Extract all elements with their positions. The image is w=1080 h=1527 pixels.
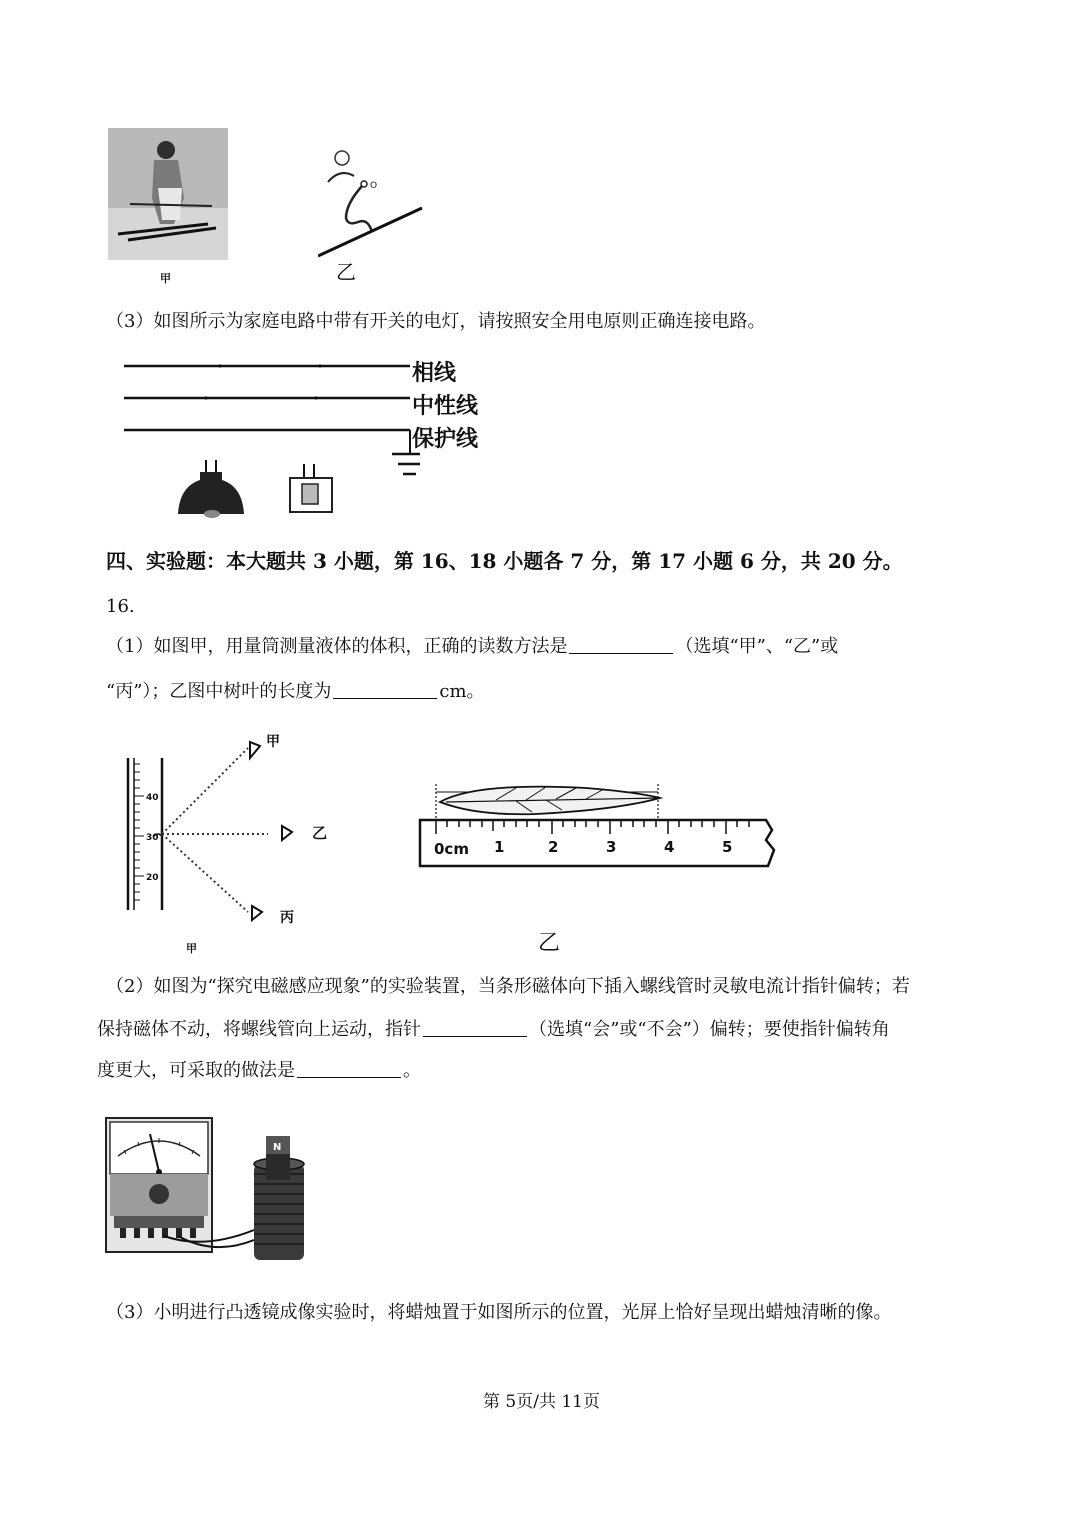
graduated-cylinder-figure: [120, 728, 340, 928]
cylinder-tick-40: 40: [146, 793, 159, 803]
cylinder-caption: 甲: [186, 942, 197, 955]
view-b-label: 乙: [312, 824, 328, 842]
cylinder-tick-20: 20: [146, 873, 159, 883]
question-16-number: 16.: [106, 596, 135, 617]
question-16-part-2-line-3: 度更大，可采取的做法是 。: [97, 1060, 421, 1081]
page-number-footer: 第 5页/共 11页: [483, 1392, 600, 1412]
ruler-leaf-figure: [416, 776, 778, 876]
electromagnetic-induction-figure: [104, 1112, 314, 1272]
neutral-wire-label: 中性线: [412, 394, 479, 419]
question-3-text: （3）如图所示为家庭电路中带有开关的电灯，请按照安全用电原则正确连接电路。: [106, 311, 766, 332]
answer-blank-deflect[interactable]: [423, 1018, 527, 1037]
view-c-label: 丙: [280, 910, 294, 926]
circuit-figure: [120, 352, 420, 522]
ruler-tick-5: 5: [722, 838, 733, 856]
ruler-tick-4: 4: [664, 838, 675, 856]
ruler-tick-1: 1: [494, 838, 505, 856]
question-16-part-3: （3）小明进行凸透镜成像实验时，将蜡烛置于如图所示的位置，光屏上恰好呈现出蜡烛清晰的像。: [106, 1302, 892, 1323]
answer-blank-method[interactable]: [297, 1059, 401, 1078]
live-wire-label: 相线: [412, 361, 457, 386]
ruler-tick-2: 2: [548, 838, 559, 856]
section-4-heading: 四、实验题：本大题共 3 小题，第 16、18 小题各 7 分，第 17 小题 6 分，共 20 分。: [106, 549, 903, 573]
ruler-caption: 乙: [538, 931, 561, 956]
question-16-part-2-line-1: （2）如图为“探究电磁感应现象”的实验装置，当条形磁体向下插入螺线管时灵敏电流计指针偏转；若: [106, 976, 910, 997]
magnet-pole-label: N: [273, 1142, 282, 1153]
ground-wire-label: 保护线: [412, 427, 479, 452]
cylinder-tick-30: 30: [146, 833, 159, 843]
question-16-part-1-line-2: “丙”）；乙图中树叶的长度为 cm。: [106, 681, 485, 702]
question-16-part-2-line-2: 保持磁体不动，将螺线管向上运动，指针 （选填“会”或“不会”）偏转；要使指针偏转角: [97, 1019, 890, 1040]
answer-blank-leaf-length[interactable]: [333, 680, 437, 699]
ski-sketch: [318, 148, 428, 258]
ski-photo-label: 甲: [160, 272, 171, 285]
ski-photo: [108, 128, 228, 260]
ski-sketch-label: 乙: [336, 260, 356, 284]
question-16-part-1-line-1: （1）如图甲，用量筒测量液体的体积，正确的读数方法是 （选填“甲”、“乙”或: [106, 636, 839, 657]
svg-text:O: O: [370, 181, 378, 191]
view-a-label: 甲: [266, 734, 280, 750]
answer-blank-reading-method[interactable]: [569, 635, 673, 654]
ruler-tick-3: 3: [606, 838, 617, 856]
ruler-tick-0: 0cm: [434, 840, 469, 858]
